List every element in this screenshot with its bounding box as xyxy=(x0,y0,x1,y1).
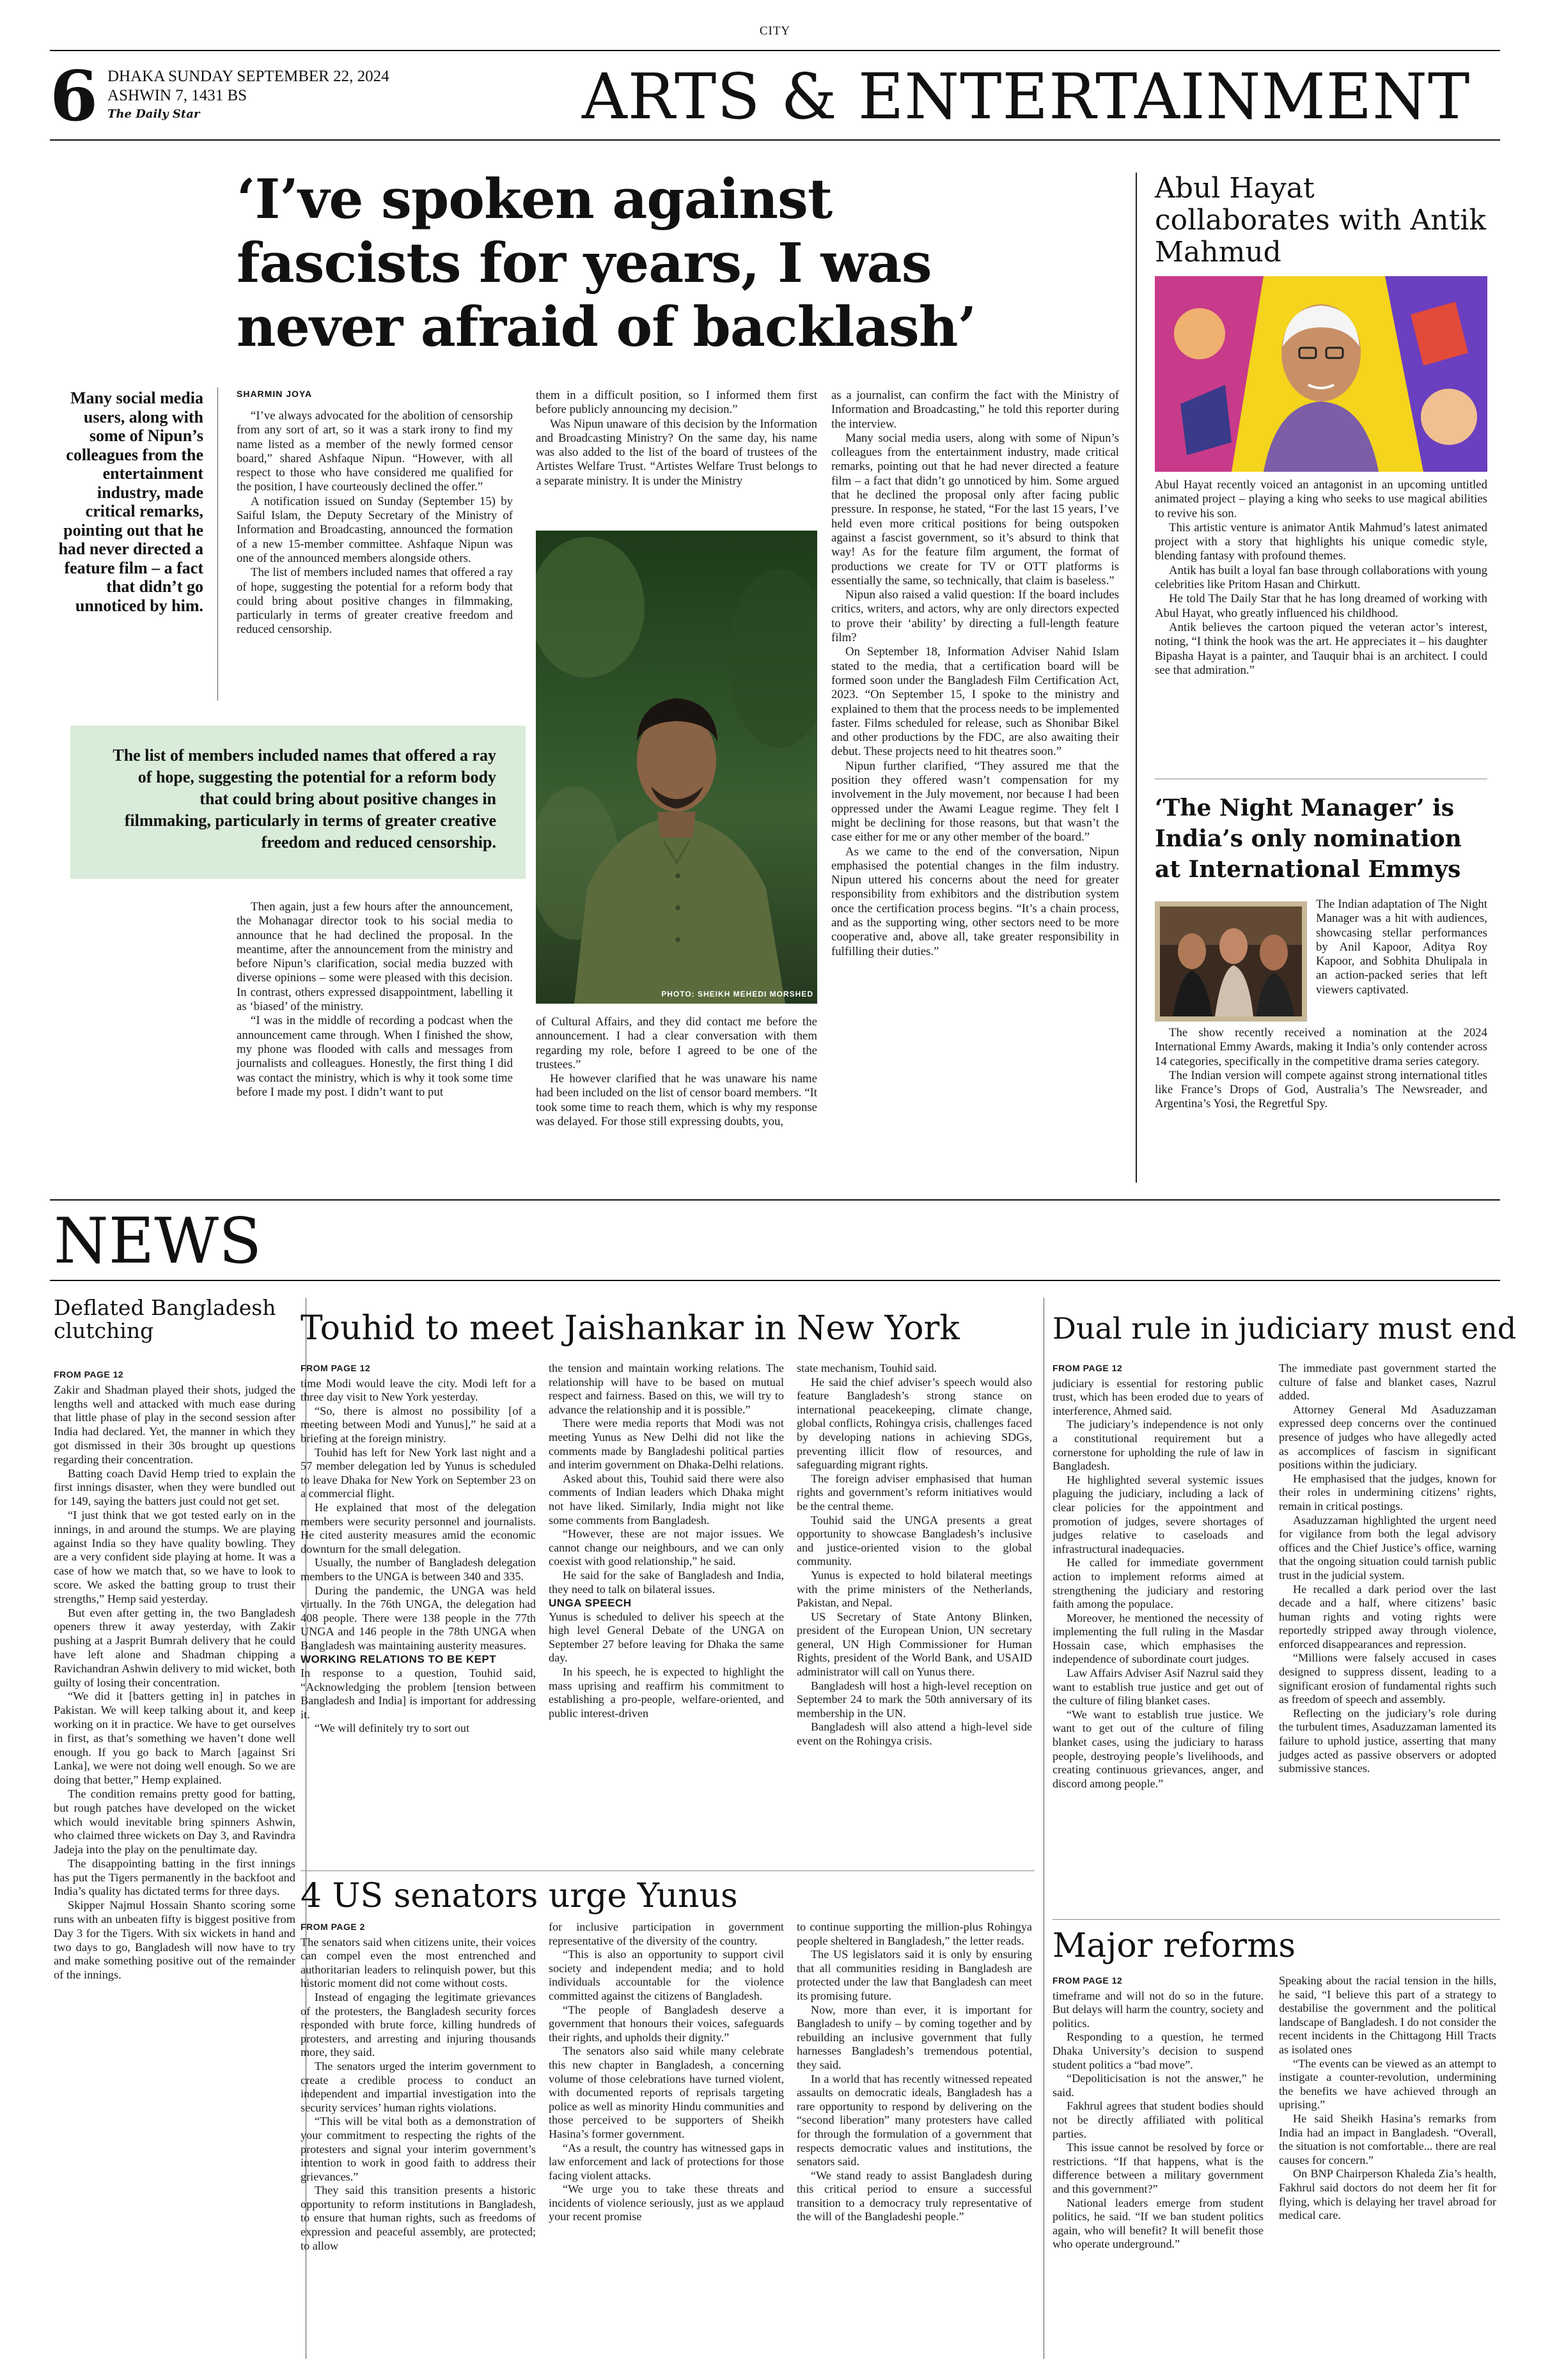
paragraph: them in a difficult position, so I informed them first before publicly announcing my decision.” xyxy=(536,389,817,417)
paragraph: Skipper Najmul Hossain Shanto scoring some runs with an unbeaten fifty is biggest positive from Day 3 for the Tigers. With six wickets in hand and two days to go, Bangladesh will now have to try and make something positive out of the remainder of the innings. xyxy=(54,1899,295,1982)
side-story-2-headline: ‘The Night Manager’ is India’s only nomination at International Emmys xyxy=(1155,795,1462,883)
paragraph: He highlighted several systemic issues plaguing the judiciary, including a lack of clear policies for the appointment and promotion of judges, severe shortages of judges relative to caseloads and infrastructural inadequacies. xyxy=(1053,1473,1264,1555)
paragraph: In his speech, he is expected to highlight the mass uprising and reaffirm his commitment to establishing a pro-people, welfare-oriented, and public interest-driven xyxy=(549,1665,784,1720)
reforms-col2 xyxy=(1279,1974,1496,2223)
paragraph: The list of members included names that offered a ray of hope, suggesting the potential for a reform body that could bring about positive changes in filmmaking, particularly in terms of greater creative freedom and reduced censorship. xyxy=(237,566,513,637)
from-page-label: FROM PAGE 12 xyxy=(301,1363,371,1373)
side-story-2-body-b xyxy=(1155,1026,1487,1112)
senators-col3 xyxy=(797,1920,1032,2224)
touhid-col2 xyxy=(549,1362,784,1720)
paragraph: Yunus is scheduled to deliver his speech at the high level General Debate of the UNGA on September 27 before leaving for Dhaka the same day. xyxy=(549,1610,784,1665)
paragraph: “We will definitely try to sort out xyxy=(315,1722,469,1735)
date-line-2: ASHWIN 7, 1431 BS xyxy=(107,87,247,104)
senators-col1 xyxy=(301,1920,536,2253)
paragraph: The show recently received a nomination at the 2024 International Emmy Awards, making it India’s only contender across 14 categories, specifically in the competitive drama series category. xyxy=(1155,1026,1487,1068)
paragraph: Moreover, he mentioned the necessity of implementing the full ruling in the Masdar Hossain case, which emphasises the independence of subordinate court judges. xyxy=(1053,1611,1264,1666)
paragraph: In response to a question, Touhid said, “Acknowledging the problem [tension between Bangladesh and India] is important for addressing it. xyxy=(301,1667,536,1721)
paragraph: time Modi would leave the city. Modi left for a three day visit to New York yesterday. xyxy=(301,1376,536,1404)
touhid-col1 xyxy=(301,1362,536,1736)
judiciary-headline: Dual rule in judiciary must end xyxy=(1053,1311,1517,1346)
main-headline: ‘I’ve spoken against fascists for years, I was never afraid of backlash’ xyxy=(237,167,976,359)
masthead-bottom-rule xyxy=(50,139,1500,141)
side-story-1-headline: Abul Hayat collaborates with Antik Mahmud xyxy=(1155,172,1486,268)
paragraph: “We did it [batters getting in] in patches in Pakistan. We will keep talking about it, and keep working on it in practice. We have to get ourselves in first, as that’s something we haven’t done well enough. If you go back to March [against Sri Lanka], we were not doing well enough. So we are doing that better,” Hemp explained. xyxy=(54,1690,295,1787)
paragraph: The Indian version will compete against strong international titles like France’s Drops of God, Australia’s The Newsreader, and Argentina’s Yosi, the Regretful Spy. xyxy=(1155,1068,1487,1111)
paragraph: He said Sheikh Hasina’s remarks from India had an impact in Bangladesh. “Overall, the situation is not comfortable... there are real causes for concern.” xyxy=(1279,2112,1496,2166)
paragraph: A notification issued on Sunday (September 15) by Saiful Islam, the Deputy Secretary of the Ministry of Information and Broadcasting, announced the formation of a new 15-member committee. Ashfaque Nipun was one of the announced members alongside others. xyxy=(237,494,513,565)
paragraph: as a journalist, can confirm the fact with the Ministry of Information and Broadcasting,” he told this reporter during the interview. xyxy=(831,389,1119,431)
paragraph: Batting coach David Hemp tried to explain the first innings disaster, when they were bundled out for 149, saying the batters just could not get set. xyxy=(54,1466,295,1508)
paragraph: Nipun further clarified, “They assured me that the position they offered wasn’t compensation for my involvement in the July movement, nor because I had been oppressed under the Awami League regime. They felt I might be declining for those reasons, but that wasn’t the case either for me or any other member of the board.” xyxy=(831,759,1119,844)
main-col3 xyxy=(831,389,1119,959)
paragraph: the tension and maintain working relations. The relationship will have to be based on mutual respect and fairness. Based on this, we will try to advance the relationship and it is possible.” xyxy=(549,1362,784,1416)
paragraph: Now, more than ever, it is important for Bangladesh to unify – by coming together and by rebuilding an inclusive government that fully harnesses Bangladesh’s tremendous potential, they said. xyxy=(797,2003,1032,2071)
paragraph: “I’ve always advocated for the abolition of censorship from any sort of art, so it was a stark irony to find my name listed as a member of the newly formed censor board,” shared Ashfaque Nipun. “However, with all respect to those who have considered me qualified for the position, I have courteously declined the offer.” xyxy=(237,409,513,494)
paragraph: He explained that most of the delegation members were security personnel and journalists. He cited austerity measures amid the economic downturn for the small delegation. xyxy=(301,1500,536,1555)
paragraph: timeframe and will not do so in the future. But delays will harm the country, society and politics. xyxy=(1053,1989,1264,2030)
cricket-body xyxy=(54,1368,295,1982)
pull-quote-text: The list of members included names that offered a ray of hope, suggesting the potential for a reform body that could bring about positive changes in filmmaking, particularly in terms of greater creative freedom and reduced censorship. xyxy=(113,746,496,852)
abul-hayat-collage xyxy=(1155,276,1487,472)
paragraph: Zakir and Shadman played their shots, judged the lengths well and attacked with much ease during that little phase of play in the second session after India had declared. Yet, the manner in which they got dismissed in their 30s brought up questions regarding their concentration. xyxy=(54,1383,295,1466)
paragraph: Fakhrul agrees that student bodies should not be directly affiliated with political parties. xyxy=(1053,2099,1264,2140)
paragraph: Touhid said the UNGA presents a great opportunity to showcase Bangladesh’s inclusive and justice-oriented vision to the global community. xyxy=(797,1513,1032,1568)
paper-logo: The Daily Star xyxy=(107,107,200,121)
paragraph: On September 18, Information Adviser Nahid Islam stated to the media, that a certification board will be formed soon under the Bangladesh Film Certification Act, 2023. “On September 15, I spoke to the ministry and explained to them that the process needs to be implemented faster. Films scheduled for release, such as Shonibar Bikel and other productions by the FDC, are also awaiting their debut. These projects need to hit theatres soon.” xyxy=(831,645,1119,759)
main-col2-top xyxy=(536,389,817,488)
paragraph: for inclusive participation in government representative of the diversity of the country. xyxy=(549,1920,784,1947)
right-column-divider xyxy=(1136,173,1137,1183)
paragraph: Speaking about the racial tension in the hills, he said, “I believe this part of a strategy to destabilise the government and the political landscape of Bangladesh. I do not consider the recent incidents in the Chittagong Hill Tracts as isolated ones xyxy=(1279,1974,1496,2056)
main-col1-top xyxy=(237,409,513,637)
paragraph: This issue cannot be resolved by force or restrictions. “If that happens, what is the difference between a military government and this government?” xyxy=(1053,2141,1264,2195)
side-story-2-body-a xyxy=(1316,898,1487,997)
paragraph: He told The Daily Star that he has long dreamed of working with Abul Hayat, who greatly influenced his childhood. xyxy=(1155,592,1487,620)
person-portrait-icon xyxy=(536,531,817,1004)
paragraph: “This will be vital both as a demonstration of your commitment to respecting the rights of the protesters and signal your interim government’s intention to work in good faith to address their grievances.” xyxy=(301,2115,536,2183)
paragraph: In a world that has recently witnessed repeated assaults on democratic ideals, Bangladesh has a rare opportunity to respond by delivering on the “second liberation” many protesters have called for through the formulation of a government that respects democratic values and institutions, the senators said. xyxy=(797,2072,1032,2168)
nipun-photo xyxy=(536,531,817,1004)
masthead-top-rule xyxy=(50,50,1500,51)
paragraph: Many social media users, along with some of Nipun’s colleagues from the entertainment industry, made critical remarks, pointing out that he had never directed a feature film – a fact that didn’t go unnoticed by him. Some argued that he declined the proposal only after facing public pressure. In response, he stated, “For the last 15 years, I’ve held even more critical positions for being outspoken against a fascist government, so it’s absurd to think that way! As for the feature film argument, the format of productions we create for TV or OTT platforms is essentially the same, so technically, that claim is baseless.” xyxy=(831,431,1119,587)
cartoon-collage-icon xyxy=(1155,276,1487,472)
paragraph: of Cultural Affairs, and they did contact me before the announcement. I had a clear conversation with them regarding my role, before I agreed to be one of the trustees.” xyxy=(536,1015,817,1071)
paragraph: Usually, the number of Bangladesh delegation members to the UNGA is between 340 and 335. xyxy=(301,1556,536,1583)
date-line-1: DHAKA SUNDAY SEPTEMBER 22, 2024 xyxy=(107,68,389,85)
paragraph: “Millions were falsely accused in cases designed to suppress dissent, leading to a significant erosion of fundamental rights such as freedom of speech and assembly. xyxy=(1279,1651,1496,1706)
left-pull-rule xyxy=(217,387,218,701)
paragraph: “Depoliticisation is not the answer,” he said. xyxy=(1053,2072,1264,2099)
paragraph: Asaduzzaman highlighted the urgent need for vigilance from both the legal advisory offices and the Chief Justice’s office, warning that the ongoing situation could tarnish public trust in the judicial system. xyxy=(1279,1513,1496,1582)
actors-photo-icon xyxy=(1160,906,1302,1016)
byline: SHARMIN JOYA xyxy=(237,389,313,399)
news-bottom-rule xyxy=(50,1280,1500,1281)
paragraph: The Indian adaptation of The Night Manager was a hit with audiences, showcasing stellar performances by Anil Kapoor, Aditya Roy Kapoor, and Sobhita Dhulipala in an action-packed series that left viewers captivated. xyxy=(1316,898,1487,997)
from-page-label: FROM PAGE 2 xyxy=(301,1922,365,1932)
paragraph: Instead of engaging the legitimate grievances of the protesters, the Bangladesh security forces responded with brute force, killing hundreds of protesters, and arresting and injuring thousands more, they said. xyxy=(301,1990,536,2059)
touhid-col3 xyxy=(797,1362,1032,1748)
paragraph: Antik believes the cartoon piqued the veteran actor’s interest, noting, “I think the hook was the art. He appreciates it – his daughter Bipasha Hayat is a painter, and Tauquir bhai is an architect. I could see that admiration.” xyxy=(1155,620,1487,677)
subheading: UNGA SPEECH xyxy=(549,1597,632,1610)
paragraph: Law Affairs Adviser Asif Nazrul said they want to establish true justice and get out of the culture of filing blanket cases. xyxy=(1053,1667,1264,1707)
paragraph: Bangladesh will also attend a high-level side event on the Rohingya crisis. xyxy=(797,1720,1032,1748)
reforms-headline: Major reforms xyxy=(1053,1927,1296,1965)
paragraph: The foreign adviser emphasised that human rights and government’s reform initiatives would be the central theme. xyxy=(797,1472,1032,1513)
subheading: WORKING RELATIONS TO BE KEPT xyxy=(301,1653,497,1666)
paragraph: The US legislators said it is only by ensuring that all communities residing in Bangladesh are protected under the law that Bangladesh can meet its promising future. xyxy=(797,1948,1032,2002)
paragraph: He however clarified that he was unaware his name had been included on the list of censor board members. “It took some time to reach them, which is why my response was delayed. For those still expressing doubts, you, xyxy=(536,1072,817,1129)
paragraph: The judiciary’s independence is not only a constitutional requirement but a cornerstone for upholding the rule of law in Bangladesh. xyxy=(1053,1418,1264,1473)
paragraph: Bangladesh will host a high-level reception on September 24 to mark the 50th anniversary of its membership in the UN. xyxy=(797,1679,1032,1720)
news-top-rule xyxy=(50,1199,1500,1201)
left-pull-text: Many social media users, along with some of Nipun’s colleagues from the entertainment industry, made critical remarks, pointing out that he had never directed a feature film – a fact that didn’t go unnoticed by him. xyxy=(58,389,203,615)
paragraph: “We urge you to take these threats and incidents of violence seriously, just as we applaud your recent promise xyxy=(549,2182,784,2223)
paragraph: US Secretary of State Antony Blinken, president of the European Union, UN secretary general, UN High Commissioner for Human Rights, president of the World Bank, and USAID administrator will call on Yunus there. xyxy=(797,1610,1032,1679)
paragraph: Responding to a question, he termed Dhaka University’s decision to suspend student politics a “bad move”. xyxy=(1053,2030,1264,2071)
judiciary-col1 xyxy=(1053,1362,1264,1791)
paragraph: Yunus is expected to hold bilateral meetings with the prime ministers of the Netherlands, Pakistan, and Nepal. xyxy=(797,1568,1032,1610)
paragraph: As we came to the end of the conversation, Nipun emphasised the potential changes in the film industry. Nipun uttered his concerns about the need for greater responsibility from exhibitors and the distribution system once the certification process begins. “It’s a chain process, and as the supporting wing, other sectors need to be more cooperative and, above all, take greater responsibility in fulfilling their duties.” xyxy=(831,844,1119,958)
main-col1-bottom xyxy=(237,900,513,1100)
paragraph: They said this transition presents a historic opportunity to reform institutions in Bangladesh, to ensure that human rights, such as freedoms of expression and peaceful assembly, are protected; to allow xyxy=(301,2184,536,2252)
photo-credit: PHOTO: SHEIKH MEHEDI MORSHED xyxy=(661,990,813,999)
paragraph: The immediate past government started the culture of false and blanket cases, Nazrul added. xyxy=(1279,1362,1496,1403)
paragraph: state mechanism, Touhid said. xyxy=(797,1362,937,1374)
paragraph: The senators also said while many celebrate this new chapter in Bangladesh, a concerning volume of those celebrations have turned violent, with documented reports of reprisals targeting police as well as minority Hindu communities and those perceived to be supporters of Sheikh Hasina’s former government. xyxy=(549,2044,784,2140)
paragraph: “I just think that we got tested early on in the innings, in and around the stumps. We are playing against India so they have quality bowling. They are a very confident side playing at home. It was a case of how we match that, so we have to look to score. We asked the batting group to trust their strengths,” Hemp said yesterday. xyxy=(54,1508,295,1605)
paragraph: The condition remains pretty good for batting, but rough patches have developed on the wicket which would inevitable bring spinners Ashwin, who claimed three wickets on Day 3, and Ravindra Jadeja into the play on the penultimate day. xyxy=(54,1787,295,1856)
section-title: ARTS & ENTERTAINMENT xyxy=(582,61,1471,134)
night-manager-photo xyxy=(1155,901,1307,1022)
news-section-title: NEWS xyxy=(54,1205,262,1278)
paragraph: There were media reports that Modi was not meeting Yunus as New Delhi did not like the comments made by Bangladeshi political parties and interim government on Dhaka-Delhi relations. xyxy=(549,1417,784,1472)
reforms-col1 xyxy=(1053,1974,1264,2252)
paragraph: He called for immediate government action to implement reforms aimed at strengthening the judiciary and restoring faith among the populace. xyxy=(1053,1556,1264,1611)
paragraph: National leaders emerge from student politics, he said. “If we ban student politics again, who will benefit? It will benefit those who operate underground.” xyxy=(1053,2196,1264,2251)
paragraph: Was Nipun unaware of this decision by the Information and Broadcasting Ministry? On the same day, his name was also added to the list of the board of trustees of the Artistes Welfare Trust. “Artistes Welfare Trust belongs to a separate ministry. It is under the Ministry xyxy=(536,417,817,488)
paragraph: He emphasised that the judges, known for their roles in undermining citizens’ rights, remain in critical postings. xyxy=(1279,1472,1496,1513)
paragraph: He said the chief adviser’s speech would also feature Bangladesh’s strong stance on international peacekeeping, climate change, global conflicts, Rohingya crisis, challenges faced by developing nations in achieving SDGs, preventing illicit flow of resources, and safeguarding migrant rights. xyxy=(797,1375,1032,1472)
paragraph: Nipun also raised a valid question: If the board includes critics, writers, and actors, why are only directors expected to prove their ‘ability’ by directing a full-length feature film? xyxy=(831,588,1119,645)
from-page-label: FROM PAGE 12 xyxy=(54,1369,124,1380)
from-page-label: FROM PAGE 12 xyxy=(1053,1975,1123,1986)
paragraph: This artistic venture is animator Antik Mahmud’s latest animated project with a story that highlights his unique comedic style, blending fantasy with profound themes. xyxy=(1155,520,1487,563)
paragraph: to continue supporting the million-plus Rohingya people sheltered in Bangladesh,” the letter reads. xyxy=(797,1920,1032,1947)
pull-quote-box xyxy=(70,726,526,879)
senators-col2 xyxy=(549,1920,784,2224)
side-story-1-body xyxy=(1155,478,1487,678)
paragraph: “So, there is almost no possibility [of a meeting between Modi and Yunus],” he said at a briefing at the foreign ministry. xyxy=(301,1404,536,1445)
paragraph: The senators urged the interim government to create a credible process to conduct an independent and impartial investigation into the security services’ human rights violations. xyxy=(301,2059,536,2114)
from-page-label: FROM PAGE 12 xyxy=(1053,1363,1123,1373)
page-number: 6 xyxy=(50,56,98,137)
judiciary-col2 xyxy=(1279,1362,1496,1776)
paragraph: The disappointing batting in the first innings has put the Tigers permanently in the backfoot and India’s quality has dictated terms for three days. xyxy=(54,1856,295,1898)
senators-headline: 4 US senators urge Yunus xyxy=(301,1877,738,1915)
paragraph: The senators said when citizens unite, their voices can compel even the most entrenched and authoritarian leaders to relinquish power, but this historic moment did not come without costs. xyxy=(301,1935,536,1990)
paragraph: “I was in the middle of recording a podcast when the announcement came through. When I finished the show, my phone was flooded with calls and messages from journalists and colleagues. Honestly, the first thing I did was contact the ministry, which is why it took some time before I made my post. I didn’t want to put xyxy=(237,1014,513,1099)
reforms-rule xyxy=(1053,1919,1500,1920)
paragraph: On BNP Chairperson Khaleda Zia’s health, Fakhrul said doctors do not deem her fit for flying, which is delaying her travel abroad for medical care. xyxy=(1279,2167,1496,2222)
paragraph: Reflecting on the judiciary’s role during the turbulent times, Asaduzzaman lamented its failure to uphold justice, asserting that many judges acted as passive observers or adopted submissive stances. xyxy=(1279,1706,1496,1775)
paragraph: Asked about this, Touhid said there were also comments of Indian leaders which Dhaka might not have liked. Similarly, India might not like some comments from Bangladesh. xyxy=(549,1472,784,1527)
paragraph: Then again, just a few hours after the announcement, the Mohanagar director took to his social media to announce that he had declined the proposal. In the meantime, after the announcement from the ministry and before Nipun’s clarification, social media buzzed with diverse opinions – some were pleased with this decision. In contrast, others expressed disappointment, labelling it as ‘biased’ of the ministry. xyxy=(237,900,513,1014)
cricket-headline: Deflated Bangladesh clutching xyxy=(54,1295,276,1343)
paragraph: Touhid has left for New York last night and a 57 member delegation led by Yunus is scheduled to leave Dhaka for New York on September 23 on a commercial flight. xyxy=(301,1445,536,1500)
paragraph: He recalled a dark period over the last decade and a half, where citizens’ basic human rights and voting rights were reportedly stripped away through violence, enforced disappearances and repression. xyxy=(1279,1582,1496,1651)
paragraph: Antik has built a loyal fan base through collaborations with young celebrities like Pritom Hasan and Chirkutt. xyxy=(1155,563,1487,592)
paragraph: During the pandemic, the UNGA was held virtually. In the 76th UNGA, the delegation had 408 people. There were 138 people in the 77th UNGA and 146 people in the 78th UNGA when Bangladesh was maintaining austerity measures. xyxy=(301,1583,536,1652)
paragraph: “As a result, the country has witnessed gaps in law enforcement and lack of protections for those facing violent attacks. xyxy=(549,2141,784,2182)
paragraph: “The people of Bangladesh deserve a government that honours their voices, safeguards their rights, and upholds their dignity.” xyxy=(549,2003,784,2044)
paragraph: “This is also an opportunity to support civil society and independent media; and to hold individuals accountable for the violence committed against the citizens of Bangladesh. xyxy=(549,1948,784,2002)
paragraph: “The events can be viewed as an attempt to instigate a counter-revolution, undermining the benefits we have achieved through an uprising.” xyxy=(1279,2057,1496,2112)
paragraph: “We want to establish true justice. We want to get out of the culture of filing blanket cases, using the judiciary to harass people, destroying people’s livelihoods, and creating continuous grievances, anger, and discord among people.” xyxy=(1053,1707,1264,1790)
paragraph: He said for the sake of Bangladesh and India, they need to talk on bilateral issues. xyxy=(549,1568,784,1596)
section-top-label: CITY xyxy=(759,24,791,38)
paragraph: Attorney General Md Asaduzzaman expressed deep concerns over the continued presence of judges who have allegedly acted as accomplices of fascism in significant positions within the judiciary. xyxy=(1279,1403,1496,1472)
paragraph: But even after getting in, the two Bangladesh openers threw it away yesterday, with Zakir pushing at a Jasprit Bumrah delivery that he could have left alone and Shadman chipping a Ravichandran Ashwin delivery to mid wicket, both guilty of losing their concentration. xyxy=(54,1606,295,1689)
paragraph: Abul Hayat recently voiced an antagonist in an upcoming untitled animated project – playing a king who seeks to use magical abilities to revive his son. xyxy=(1155,478,1487,520)
paragraph: “We stand ready to assist Bangladesh during this critical period to ensure a successful transition to a democracy truly representative of the will of the Bangladeshi people.” xyxy=(797,2168,1032,2223)
paragraph: “However, these are not major issues. We cannot change our neighbours, and we can only coexist with good relationship,” he said. xyxy=(549,1527,784,1568)
touhid-headline: Touhid to meet Jaishankar in New York xyxy=(301,1309,960,1348)
paragraph: judiciary is essential for restoring public trust, which has been eroded due to years of interference, Ahmed said. xyxy=(1053,1376,1264,1417)
main-col2-bottom xyxy=(536,1015,817,1129)
